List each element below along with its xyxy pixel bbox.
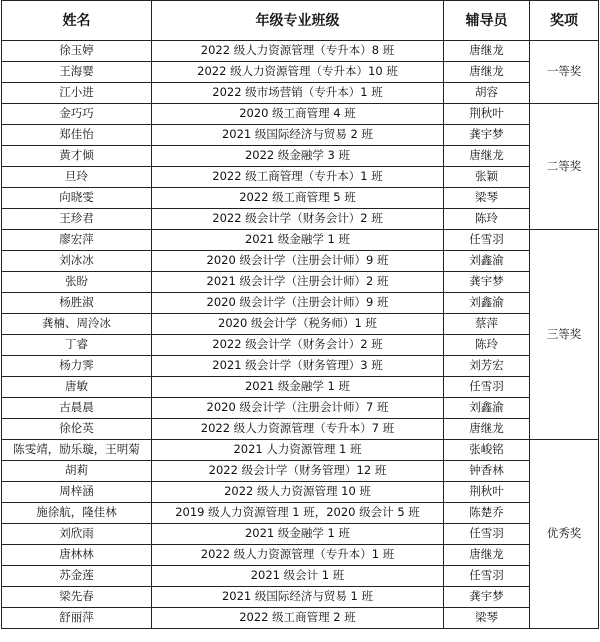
table-body xyxy=(2,41,599,629)
student-name-cell: 杨胜淑 xyxy=(2,293,152,314)
class-cell: 2022 级人力资源管理（专升本）8 班 xyxy=(152,41,444,62)
table-row xyxy=(2,104,599,125)
table-row xyxy=(2,272,599,293)
tutor-cell: 龚宇梦 xyxy=(444,272,530,293)
tutor-cell: 陈玲 xyxy=(444,335,530,356)
tutor-cell: 唐继龙 xyxy=(444,545,530,566)
class-cell: 2020 级工商管理 4 班 xyxy=(152,104,444,125)
student-name-cell: 古晨晨 xyxy=(2,398,152,419)
class-cell: 2021 级金融学 1 班 xyxy=(152,230,444,251)
class-cell: 2022 级会计学（财务会计）2 班 xyxy=(152,335,444,356)
table-row xyxy=(2,146,599,167)
class-cell: 2020 级会计学（注册会计师）9 班 xyxy=(152,293,444,314)
award-cell: 优秀奖 xyxy=(530,440,599,629)
student-name-cell: 徐玉婷 xyxy=(2,41,152,62)
class-cell: 2020 级会计学（税务师）1 班 xyxy=(152,314,444,335)
student-name-cell: 舒丽萍 xyxy=(2,608,152,629)
class-cell: 2021 级金融学 1 班 xyxy=(152,524,444,545)
tutor-cell: 唐继龙 xyxy=(444,62,530,83)
student-name-cell: 王海婴 xyxy=(2,62,152,83)
class-cell: 2019 级人力资源管理 1 班，2020 级会计 5 班 xyxy=(152,503,444,524)
table-row xyxy=(2,440,599,461)
tutor-cell: 荆秋叶 xyxy=(444,104,530,125)
tutor-cell: 龚宇梦 xyxy=(444,125,530,146)
student-name-cell: 黄才倾 xyxy=(2,146,152,167)
student-name-cell: 施徐航，隆佳林 xyxy=(2,503,152,524)
header-row xyxy=(2,1,599,41)
table-row xyxy=(2,608,599,629)
tutor-cell: 任雪羽 xyxy=(444,524,530,545)
class-cell: 2021 级会计学（财务管理）3 班 xyxy=(152,356,444,377)
class-cell: 2022 级工商管理 5 班 xyxy=(152,188,444,209)
table-row xyxy=(2,62,599,83)
table-row xyxy=(2,125,599,146)
tutor-cell: 胡容 xyxy=(444,83,530,104)
tutor-cell: 梁琴 xyxy=(444,608,530,629)
table-row xyxy=(2,335,599,356)
student-name-cell: 刘欣雨 xyxy=(2,524,152,545)
tutor-cell: 刘芳宏 xyxy=(444,356,530,377)
tutor-cell: 刘鑫渝 xyxy=(444,251,530,272)
class-cell: 2022 级人力资源管理（专升本）1 班 xyxy=(152,545,444,566)
student-name-cell: 唐林林 xyxy=(2,545,152,566)
class-cell: 2021 级会计 1 班 xyxy=(152,566,444,587)
student-name-cell: 胡莉 xyxy=(2,461,152,482)
tutor-cell: 张峻铭 xyxy=(444,440,530,461)
table-row xyxy=(2,251,599,272)
class-cell: 2021 级国际经济与贸易 1 班 xyxy=(152,587,444,608)
student-name-cell: 徐伦英 xyxy=(2,419,152,440)
tutor-cell: 任雪羽 xyxy=(444,230,530,251)
tutor-cell: 刘鑫渝 xyxy=(444,398,530,419)
student-name-cell: 丁睿 xyxy=(2,335,152,356)
table-row xyxy=(2,356,599,377)
award-cell: 二等奖 xyxy=(530,104,599,230)
student-name-cell: 向晓雯 xyxy=(2,188,152,209)
table-row xyxy=(2,41,599,62)
tutor-cell: 刘鑫渝 xyxy=(444,293,530,314)
student-name-cell: 苏金莲 xyxy=(2,566,152,587)
header-award: 奖项 xyxy=(530,1,599,41)
tutor-cell: 唐继龙 xyxy=(444,146,530,167)
tutor-cell: 龚宇梦 xyxy=(444,587,530,608)
table-row xyxy=(2,524,599,545)
student-name-cell: 刘冰冰 xyxy=(2,251,152,272)
class-cell: 2022 级市场营销（专升本）1 班 xyxy=(152,83,444,104)
tutor-cell: 蔡萍 xyxy=(444,314,530,335)
table-row xyxy=(2,419,599,440)
student-name-cell: 江小进 xyxy=(2,83,152,104)
table-row xyxy=(2,230,599,251)
student-name-cell: 张盼 xyxy=(2,272,152,293)
table-row xyxy=(2,377,599,398)
class-cell: 2022 级人力资源管理（专升本）10 班 xyxy=(152,62,444,83)
student-name-cell: 旦玲 xyxy=(2,167,152,188)
table-row xyxy=(2,293,599,314)
table-row xyxy=(2,461,599,482)
class-cell: 2022 级人力资源管理（专升本）7 班 xyxy=(152,419,444,440)
class-cell: 2022 级金融学 3 班 xyxy=(152,146,444,167)
table-row xyxy=(2,545,599,566)
table-row xyxy=(2,209,599,230)
tutor-cell: 唐继龙 xyxy=(444,41,530,62)
class-cell: 2022 级工商管理 2 班 xyxy=(152,608,444,629)
student-name-cell: 金巧巧 xyxy=(2,104,152,125)
tutor-cell: 任雪羽 xyxy=(444,566,530,587)
class-cell: 2021 级会计学（注册会计师）2 班 xyxy=(152,272,444,293)
header-tutor: 辅导员 xyxy=(444,1,530,41)
award-cell: 一等奖 xyxy=(530,41,599,104)
tutor-cell: 张颖 xyxy=(444,167,530,188)
class-cell: 2021 人力资源管理 1 班 xyxy=(152,440,444,461)
tutor-cell: 陈玲 xyxy=(444,209,530,230)
header-name: 姓名 xyxy=(2,1,152,41)
table-row xyxy=(2,482,599,503)
class-cell: 2021 级国际经济与贸易 2 班 xyxy=(152,125,444,146)
student-name-cell: 郑佳怡 xyxy=(2,125,152,146)
tutor-cell: 荆秋叶 xyxy=(444,482,530,503)
table-row xyxy=(2,503,599,524)
class-cell: 2021 级金融学 1 班 xyxy=(152,377,444,398)
tutor-cell: 唐继龙 xyxy=(444,419,530,440)
student-name-cell: 周梓涵 xyxy=(2,482,152,503)
student-name-cell: 王珍君 xyxy=(2,209,152,230)
student-name-cell: 唐敏 xyxy=(2,377,152,398)
class-cell: 2020 级会计学（注册会计师）7 班 xyxy=(152,398,444,419)
table-row xyxy=(2,398,599,419)
tutor-cell: 钟香林 xyxy=(444,461,530,482)
class-cell: 2022 级会计学（财务会计）2 班 xyxy=(152,209,444,230)
award-cell: 三等奖 xyxy=(530,230,599,440)
student-name-cell: 杨力霁 xyxy=(2,356,152,377)
table-row xyxy=(2,188,599,209)
table-row xyxy=(2,566,599,587)
class-cell: 2022 级人力资源管理 10 班 xyxy=(152,482,444,503)
table-row xyxy=(2,587,599,608)
class-cell: 2022 级会计学（财务管理）12 班 xyxy=(152,461,444,482)
student-name-cell: 梁先春 xyxy=(2,587,152,608)
award-list-table xyxy=(1,0,599,629)
student-name-cell: 陈雯靖，励乐璇，王明菊 xyxy=(2,440,152,461)
table-row xyxy=(2,314,599,335)
student-name-cell: 廖宏萍 xyxy=(2,230,152,251)
tutor-cell: 梁琴 xyxy=(444,188,530,209)
tutor-cell: 任雪羽 xyxy=(444,377,530,398)
table-row xyxy=(2,167,599,188)
tutor-cell: 陈楚乔 xyxy=(444,503,530,524)
class-cell: 2020 级会计学（注册会计师）9 班 xyxy=(152,251,444,272)
student-name-cell: 龚楠、周泠冰 xyxy=(2,314,152,335)
header-class: 年级专业班级 xyxy=(152,1,444,41)
table-row xyxy=(2,83,599,104)
class-cell: 2022 级工商管理（专升本）1 班 xyxy=(152,167,444,188)
